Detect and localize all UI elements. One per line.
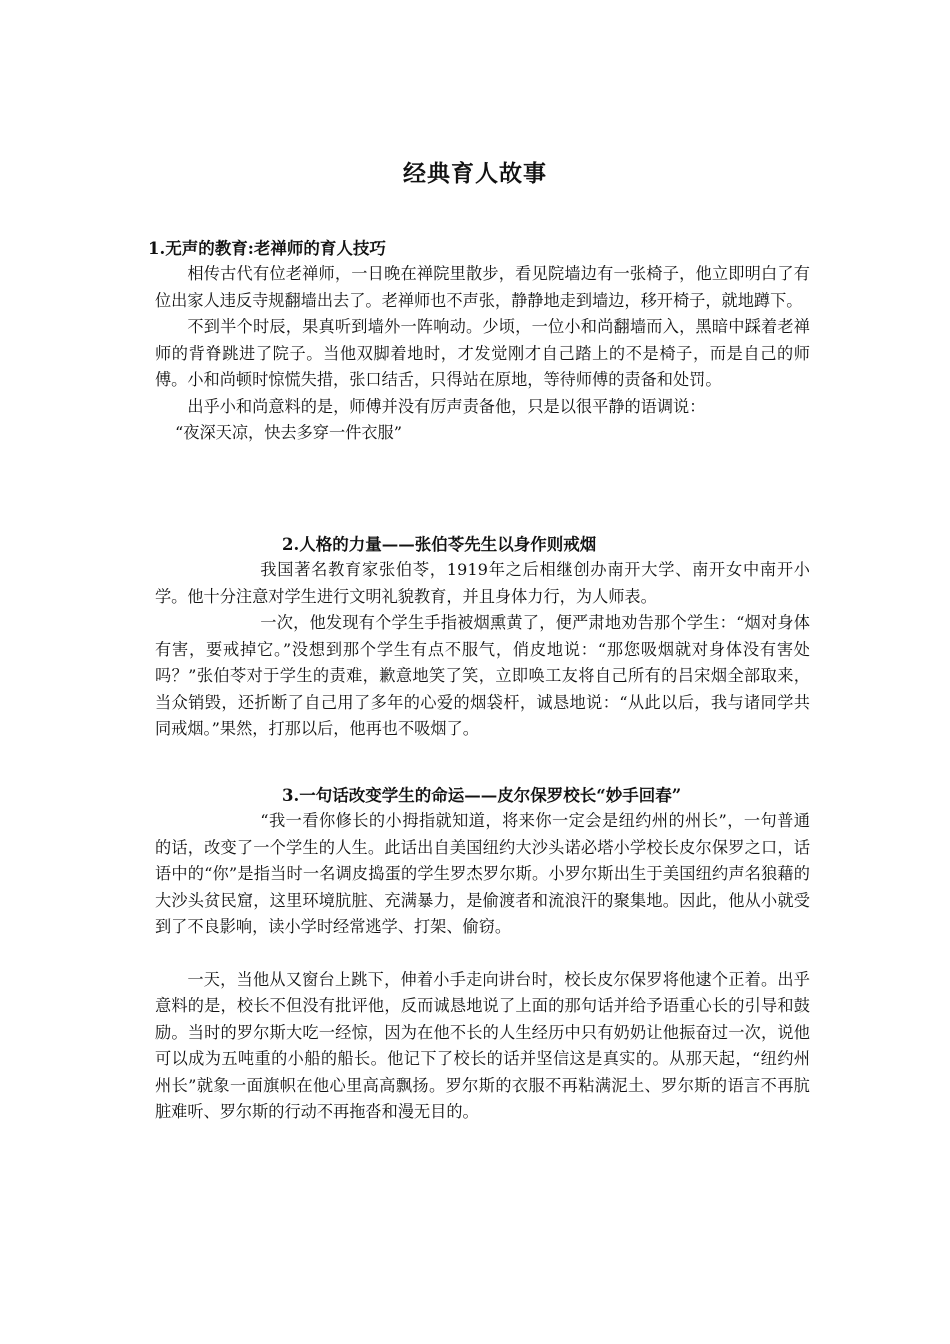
section-3-paragraph-2: 一天，当他从又窗台上跳下，伸着小手走向讲台时，校长皮尔保罗将他逮个正着。出乎意料的是，校长不但没有批评他，反而诚恳地说了上面的那句话并给予语重心长的引导和鼓励。当时的罗尔斯大吃一经惊，因为在他不长的人生经历中只有奶奶让他振奋过一次，说他可以成为五吨重的小船的船长。他记下了校长的话并坚信这是真实的。从那天起，“纽约州州长”就象一面旗帜在他心里高高飘扬。罗尔斯的衣服不再粘满泥土、罗尔斯的语言不再肮脏难听、罗尔斯的行动不再拖沓和漫无目的。 [155, 969, 810, 1121]
section-1-body [155, 261, 810, 447]
section-1-paragraph-3: 出乎小和尚意料的是，师傅并没有厉声责备他，只是以很平静的语调说： [187, 396, 706, 416]
section-1-paragraph-2: 不到半个时辰，果真听到墙外一阵响动。少顷，一位小和尚翻墙而入，黑暗中踩着老禅师的背脊跳进了院子。当他双脚着地时，才发觉刚才自己踏上的不是椅子，而是自己的师傅。小和尚顿时惊慌失措，张口结舌，只得站在原地，等待师傅的责备和处罚。 [155, 317, 810, 389]
section-3-heading: 3.一句话改变学生的命运——皮尔保罗校长“妙手回春” [282, 786, 682, 805]
section-2-paragraph-2: 一次，他发现有个学生手指被烟熏黄了，便严肃地劝告那个学生：“烟对身体有害，要戒掉它。”没想到那个学生有点不服气，俏皮地说：“那您吸烟就对身体没有害处吗？”张伯苓对于学生的责难，歉意地笑了笑，立即唤工友将自己所有的吕宋烟全部取来，当众销毁，还折断了自己用了多年的心爱的烟袋杆，诚恳地说：“从此以后，我与诸同学共同戒烟。”果然，打那以后，他再也不吸烟了。 [155, 613, 810, 738]
section-2-body [155, 557, 810, 743]
section-2-paragraph-1: 我国著名教育家张伯苓，1919年之后相继创办南开大学、南开女中南开小学。他十分注意对学生进行文明礼貌教育，并且身体力行，为人师表。 [155, 560, 810, 606]
section-3-body [155, 808, 810, 1126]
section-1-quote: “夜深天凉，快去多穿一件衣服” [175, 423, 402, 442]
section-1-heading: 1.无声的教育:老禅师的育人技巧 [148, 239, 386, 258]
section-1-paragraph-1: 相传古代有位老禅师，一日晚在禅院里散步，看见院墙边有一张椅子，他立即明白了有位出家人违反寺规翻墙出去了。老禅师也不声张，静静地走到墙边，移开椅子，就地蹲下。 [155, 264, 810, 310]
section-3-paragraph-1: “我一看你修长的小拇指就知道，将来你一定会是纽约州的州长”，一句普通的话，改变了一个学生的人生。此话出自美国纽约大沙头诺必塔小学校长皮尔保罗之口，话语中的“你”是指当时一名调皮捣蛋的学生罗杰罗尔斯。小罗尔斯出生于美国纽约声名狼藉的大沙头贫民窟，这里环境肮脏、充满暴力，是偷渡者和流浪汗的聚集地。因此，他从小就受到了不良影响，读小学时经常逃学、打架、偷窃。 [155, 811, 810, 936]
page-title: 经典育人故事 [403, 161, 547, 187]
section-2-heading: 2.人格的力量——张伯苓先生以身作则戒烟 [282, 535, 597, 554]
